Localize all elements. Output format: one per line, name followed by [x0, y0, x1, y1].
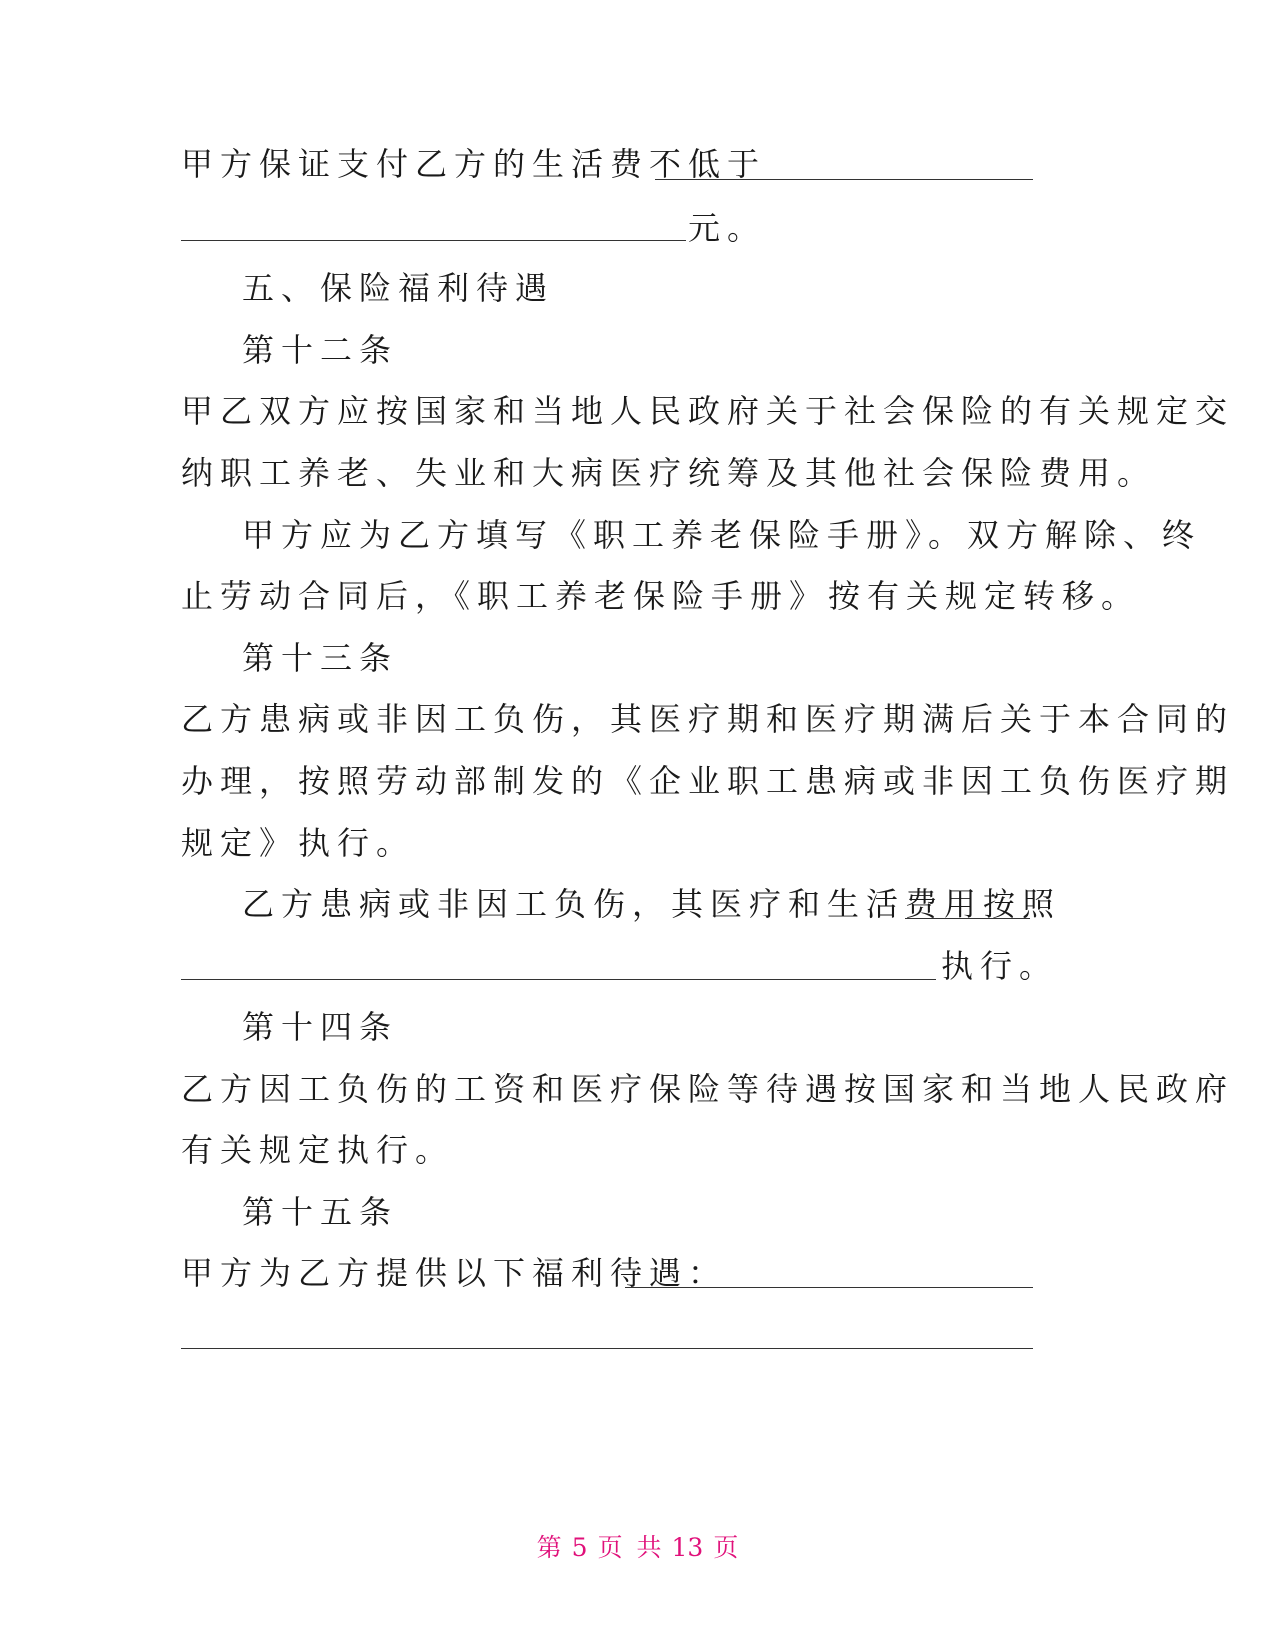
text-line: 办理，按照劳动部制发的《企业职工患病或非因工负伤医疗期	[181, 762, 1235, 800]
text-line: 甲乙双方应按国家和当地人民政府关于社会保险的有关规定交	[181, 392, 1235, 430]
fill-in-blank[interactable]	[655, 179, 1033, 180]
footer-suffix: 页	[713, 1533, 739, 1562]
text-line: 乙方患病或非因工负伤，其医疗期和医疗期满后关于本合同的	[181, 700, 1235, 738]
article-heading: 第十二条	[242, 331, 399, 369]
article-heading: 第十四条	[242, 1008, 399, 1046]
text-line: 止劳动合同后，《职工养老保险手册》按有关规定转移。	[181, 577, 1141, 615]
fill-in-blank[interactable]	[625, 1287, 1033, 1288]
text-line: 甲方为乙方提供以下福利待遇：	[181, 1254, 728, 1292]
text-line: 甲方保证支付乙方的生活费不低于	[181, 145, 767, 183]
fill-in-blank[interactable]	[181, 979, 936, 980]
text-line: 有关规定执行。	[181, 1131, 455, 1169]
text-line: 纳职工养老、失业和大病医疗统筹及其他社会保险费用。	[181, 454, 1157, 492]
fill-in-blank[interactable]	[181, 240, 686, 241]
total-page-number: 13	[671, 1533, 704, 1562]
text-line: 甲方应为乙方填写《职工养老保险手册》。双方解除、终	[242, 516, 1202, 554]
footer-prefix: 第	[536, 1533, 562, 1562]
current-page-number: 5	[571, 1533, 588, 1562]
text-line: 执行。	[941, 947, 1059, 985]
article-heading: 第十五条	[242, 1193, 399, 1231]
text-line: 乙方患病或非因工负伤，其医疗和生活费用按照	[242, 885, 1062, 923]
footer-mid: 页 共	[597, 1533, 662, 1562]
text-line: 乙方因工负伤的工资和医疗保险等待遇按国家和当地人民政府	[181, 1070, 1235, 1108]
page-footer	[0, 1528, 1275, 1564]
fill-in-blank[interactable]	[905, 918, 1030, 919]
fill-in-blank[interactable]	[181, 1348, 1033, 1349]
text-line: 规定》执行。	[181, 824, 416, 862]
article-heading: 第十三条	[242, 639, 399, 677]
section-heading: 五、保险福利待遇	[242, 269, 555, 307]
text-line: 元。	[688, 209, 767, 247]
